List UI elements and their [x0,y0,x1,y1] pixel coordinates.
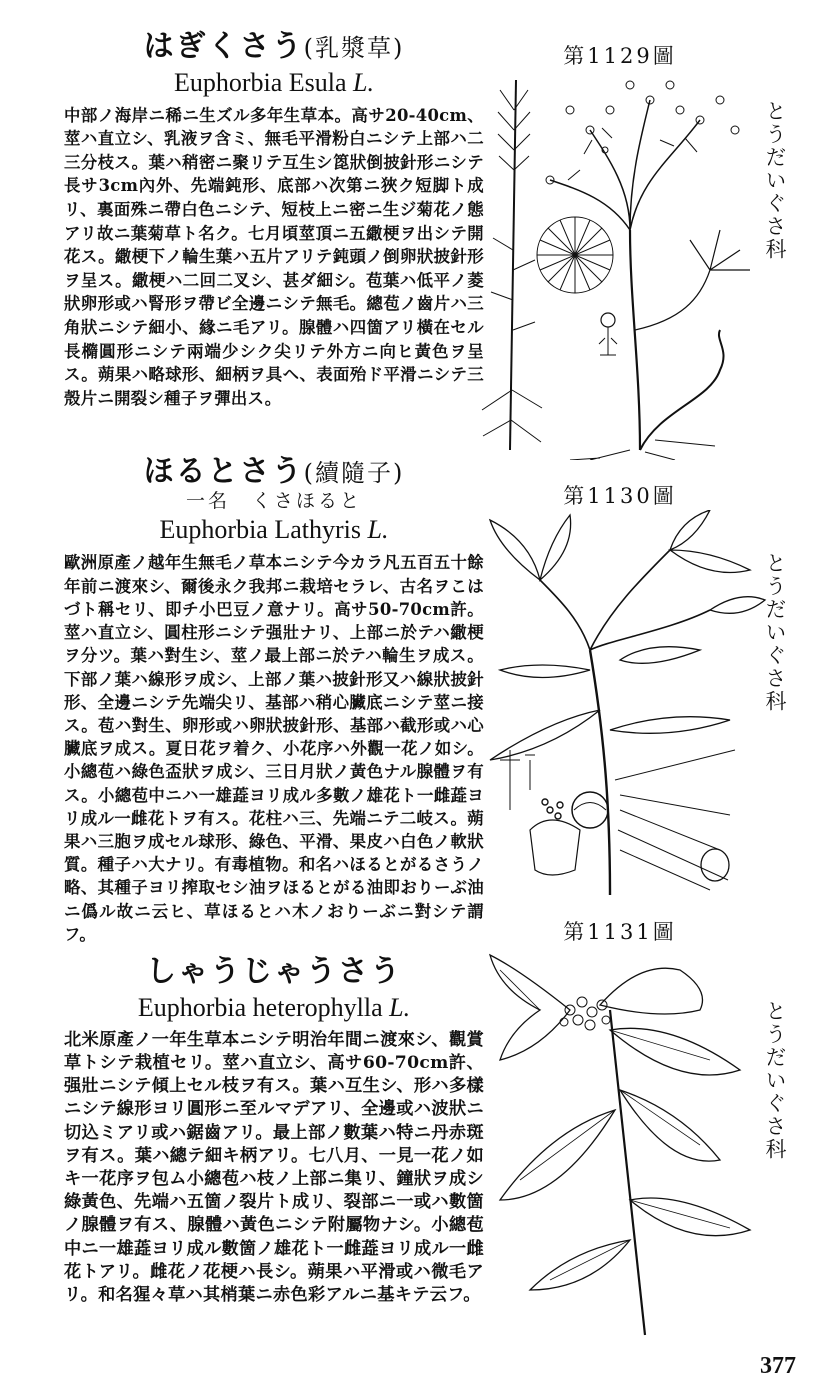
title-kanji: (乳漿草) [303,34,405,62]
entry-description: 歐洲原產ノ越年生無毛ノ草本ニシテ今カラ凡五百五十餘年前ニ渡來シ、爾後永ク我邦ニ栽培セラレ、古名ヲこはづト稱セリ、即チ小巴豆ノ意ナリ。高サ50-70cm許。莖ハ直立シ、圓柱形ニシテ强壯ナリ、上部ニ於テハ繖梗ヲ分ツ。葉ハ對生シ、莖ノ最上部ニ於テハ輪生ヲ成ス。下部ノ葉ハ線形ヲ成シ、上部ノ葉ハ披針形又ハ線狀披針形、全邊ニシテ先端尖リ、基部ハ稍心臟底ニシテ莖ニ接ス。苞ハ對生、卵形或ハ卵狀披針形、基部ハ截形或ハ心臟底ヲ成ス。夏日花ヲ着ク、小花序ハ外觀一花ノ如シ。小總苞ハ綠色盃狀ヲ成シ、三日月狀ノ黃色ナル腺體ヲ有ス。小總苞中ニハ一雄蕋ヨリ成ル多數ノ雄花ト一雌蕋ヨリ成ル一雌花トヲ有ス。花柱ハ三、先端ニテ二岐ス。蒴果ハ三胞ヲ成セル球形、綠色、平滑、果皮ハ白色ノ軟狀質。種子ハ大ナリ。有毒植物。和名ハほるとがるさうノ略、其種子ヨリ搾取セシ油ヲほるとがる油即おりーぶ油ニ僞ル故ニ云ヒ、草ほるとハ木ノおりーぶニ對シテ謂フ。 [64,553,484,944]
latin-author: L. [353,67,375,97]
alias-line [64,490,484,513]
latin-author: L. [367,515,389,545]
alias-name: くさほると [252,489,363,512]
entry-title [64,455,484,490]
page-number: 377 [760,1353,796,1379]
latin-binomial: Euphorbia Lathyris [159,515,361,545]
plate-illustration-1130 [470,510,770,900]
figure-number: 第1131圖 [563,920,677,944]
latin-binomial: Euphorbia heterophylla [137,992,383,1022]
plate-illustration-1129 [480,70,770,460]
latin-binomial: Euphorbia Esula [173,67,347,97]
plate-illustration-1131 [480,950,770,1340]
latin-name [64,67,484,98]
entry-1130 [64,455,484,946]
latin-name [64,514,484,545]
latin-author: L. [389,992,411,1022]
figure-number: 第1130圖 [563,484,677,508]
entry-title [64,30,484,65]
entry-title [64,955,484,990]
family-label: とうだいぐさ科 [763,100,787,261]
entry-description: 中部ノ海岸ニ稀ニ生ズル多年生草本。高サ20-40cm、莖ハ直立シ、乳液ヲ含ミ、無毛平滑粉白ニシテ上部ハ二三分枝ス。葉ハ稍密ニ聚リテ互生シ箆狀倒披針形ニシテ長サ3cm內外、先端鈍形、底部ハ次第ニ狹ク短脚ト成リ、裏面殊ニ帶白色ニシテ、短枝上ニ密ニ生ジ菊花ノ態アリ故ニ葉菊草ト名ク。七月頃莖頂ニ五繖梗ヲ出シテ開花ス。繖梗下ノ輪生葉ハ五片アリテ鈍頭ノ倒卵狀披針形ヲ呈ス。繖梗ハ二回二叉シ、甚ダ細シ。苞葉ハ低平ノ菱狀卵形或ハ腎形ヲ帶ビ全邊ニシテ無毛。總苞ノ齒片ハ三角狀ニシテ細小、緣ニ毛アリ。腺體ハ四箇アリ橫在セル長橢圓形ニシテ兩端少シク尖リテ外方ニ向ヒ黃色ヲ呈ス。蒴果ハ略球形、細柄ヲ具ヘ、表面殆ド平滑ニシテ三殼片ニ開裂シ種子ヲ彈出ス。 [64,105,484,408]
entry-description: 北米原產ノ一年生草本ニシテ明治年間ニ渡來シ、觀賞草トシテ栽植セリ。莖ハ直立シ、高サ60-70cm許、强壯ニシテ傾上セル枝ヲ有ス。葉ハ互生シ、形ハ多樣ニシテ線形ヨリ圓形ニ至ルマデアリ、全邊或ハ波狀ニ切込ミアリ或ハ鋸齒アリ。最上部ノ數葉ハ特ニ丹赤斑ヲ有ス。葉ハ總テ細キ柄アリ。七八月、一見一花ノ如キ一花序ヲ包ム小總苞ハ枝ノ上部ニ集リ、鐘狀ヲ成シ綠黃色、先端ハ五箇ノ裂片ト成リ、裂部ニ一或ハ數箇ノ腺體ヲ有ス、腺體ハ黃色ニシテ附屬物ナシ。小總苞中ニ一雄蕋ヨリ成ル數箇ノ雄花ト一雌蕋ヨリ成ル一雌花トアリ。雌花ノ花梗ハ長シ。蒴果ハ平滑或ハ微毛アリ。和名猩々草ハ其梢葉ニ赤色彩アルニ基キテ云フ。 [64,1029,484,1305]
entry-1129 [64,30,484,410]
latin-name [64,992,484,1023]
entry-1131 [64,955,484,1307]
family-label: とうだいぐさ科 [763,552,787,713]
family-label: とうだいぐさ科 [763,1000,787,1161]
title-kanji: (續隨子) [303,459,405,487]
title-kana: ほるとさう [143,454,304,489]
figure-number: 第1129圖 [563,44,677,68]
title-kana: しゃうじゃうさう [146,954,402,989]
alias-label: 一名 [185,489,230,512]
title-kana: はぎくさう [143,29,304,64]
